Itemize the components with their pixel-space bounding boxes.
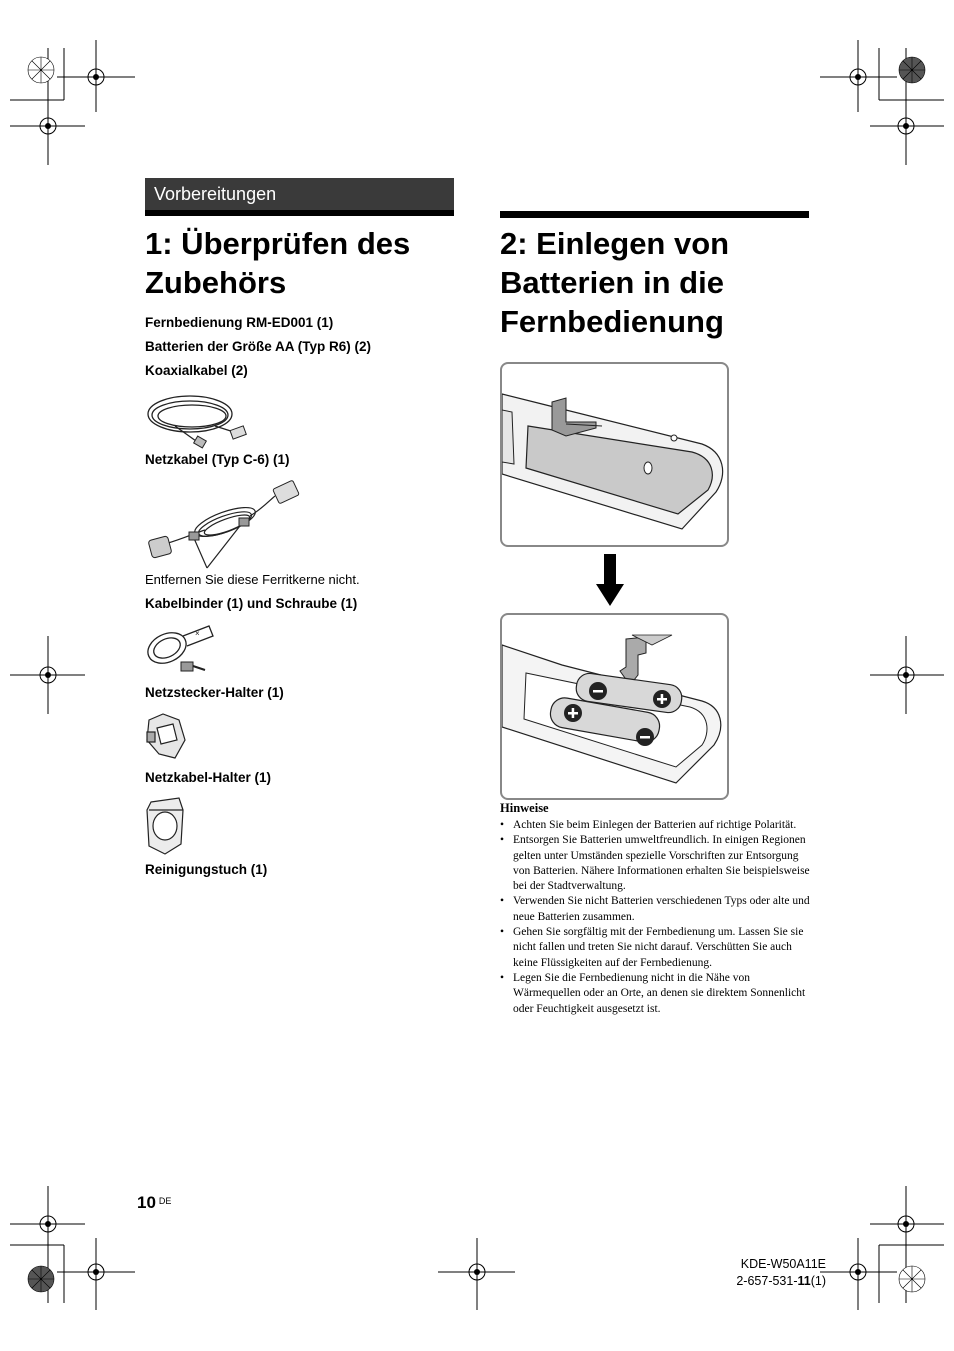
accessory-cable-holder: Netzkabel-Halter (1) bbox=[145, 770, 272, 785]
note-item: • Gehen Sie sorgfältig mit der Fernbedienung um. Lassen Sie sie nicht fallen und treten Sie nicht darauf. Verschütten Sie auch keine Flüssigkeiten auf der Fernbedienung. bbox=[500, 925, 810, 971]
page-number: 10 $^{DE}$ bbox=[137, 1193, 172, 1212]
remote-open-cover-illustration bbox=[502, 364, 729, 547]
model-number: KDE-W50A11E bbox=[740, 1257, 826, 1271]
accessory-cable-tie: Kabelbinder (1) und Schraube (1) bbox=[145, 596, 358, 611]
plug-holder-illustration bbox=[145, 710, 190, 762]
model-info bbox=[736, 1256, 826, 1290]
down-arrow-icon bbox=[596, 554, 624, 606]
accessory-cloth: Reinigungstuch (1) bbox=[145, 862, 268, 877]
note-item: • Achten Sie beim Einlegen der Batterien auf richtige Polarität. bbox=[500, 818, 810, 833]
cable-holder-illustration bbox=[145, 796, 187, 858]
note-item: • Entsorgen Sie Batterien umweltfreundlich. In einigen Regionen gelten unter Umständen spezielle Vorschriften zur Entsorgung von Batterien. Nähere Informationen erhalten Sie beispielsweise bei der Stadtverwaltung. bbox=[500, 833, 810, 894]
ferrite-note: Entfernen Sie diese Ferritkerne nicht. bbox=[145, 572, 360, 587]
svg-text:×: × bbox=[195, 629, 200, 638]
note-item: • Legen Sie die Fernbedienung nicht in die Nähe von Wärmequellen oder an Orte, an denen sie direktem Sonnenlicht oder Feuchtigkeit ausgesetzt ist. bbox=[500, 971, 810, 1017]
language-code: DE bbox=[158, 1196, 172, 1206]
accessory-power-cable: Netzkabel (Typ C-6) (1) bbox=[145, 452, 290, 467]
cable-tie-illustration bbox=[145, 622, 215, 682]
accessory-remote: Fernbedienung RM-ED001 (1) bbox=[145, 315, 334, 330]
battery-insert-figure bbox=[500, 613, 729, 800]
remote-cover-figure bbox=[500, 362, 729, 547]
heading-insert-batteries: 2: Einlegen von Batterien in die Fernbedienung bbox=[500, 226, 730, 339]
accessory-coax: Koaxialkabel (2) bbox=[145, 363, 248, 378]
accessory-plug-holder: Netzstecker-Halter (1) bbox=[145, 685, 284, 700]
coax-cable-illustration bbox=[145, 388, 250, 450]
power-cable-illustration bbox=[145, 478, 305, 570]
section-rule bbox=[500, 211, 809, 218]
heading-check-accessories: 1: Überprüfen des Zubehörs bbox=[145, 226, 411, 300]
section-label-bar bbox=[145, 178, 454, 216]
accessory-batteries: Batterien der Größe AA (Typ R6) (2) bbox=[145, 339, 372, 354]
notes-list bbox=[500, 818, 810, 1017]
remote-batteries-illustration bbox=[502, 615, 729, 800]
notes-title: Hinweise bbox=[500, 801, 549, 815]
note-item: • Verwenden Sie nicht Batterien verschiedenen Typs oder alte und neue Batterien zusammen. bbox=[500, 894, 810, 925]
section-label: Vorbereitungen bbox=[154, 184, 277, 204]
document-code: 2-657-531-11(1) bbox=[736, 1274, 826, 1288]
